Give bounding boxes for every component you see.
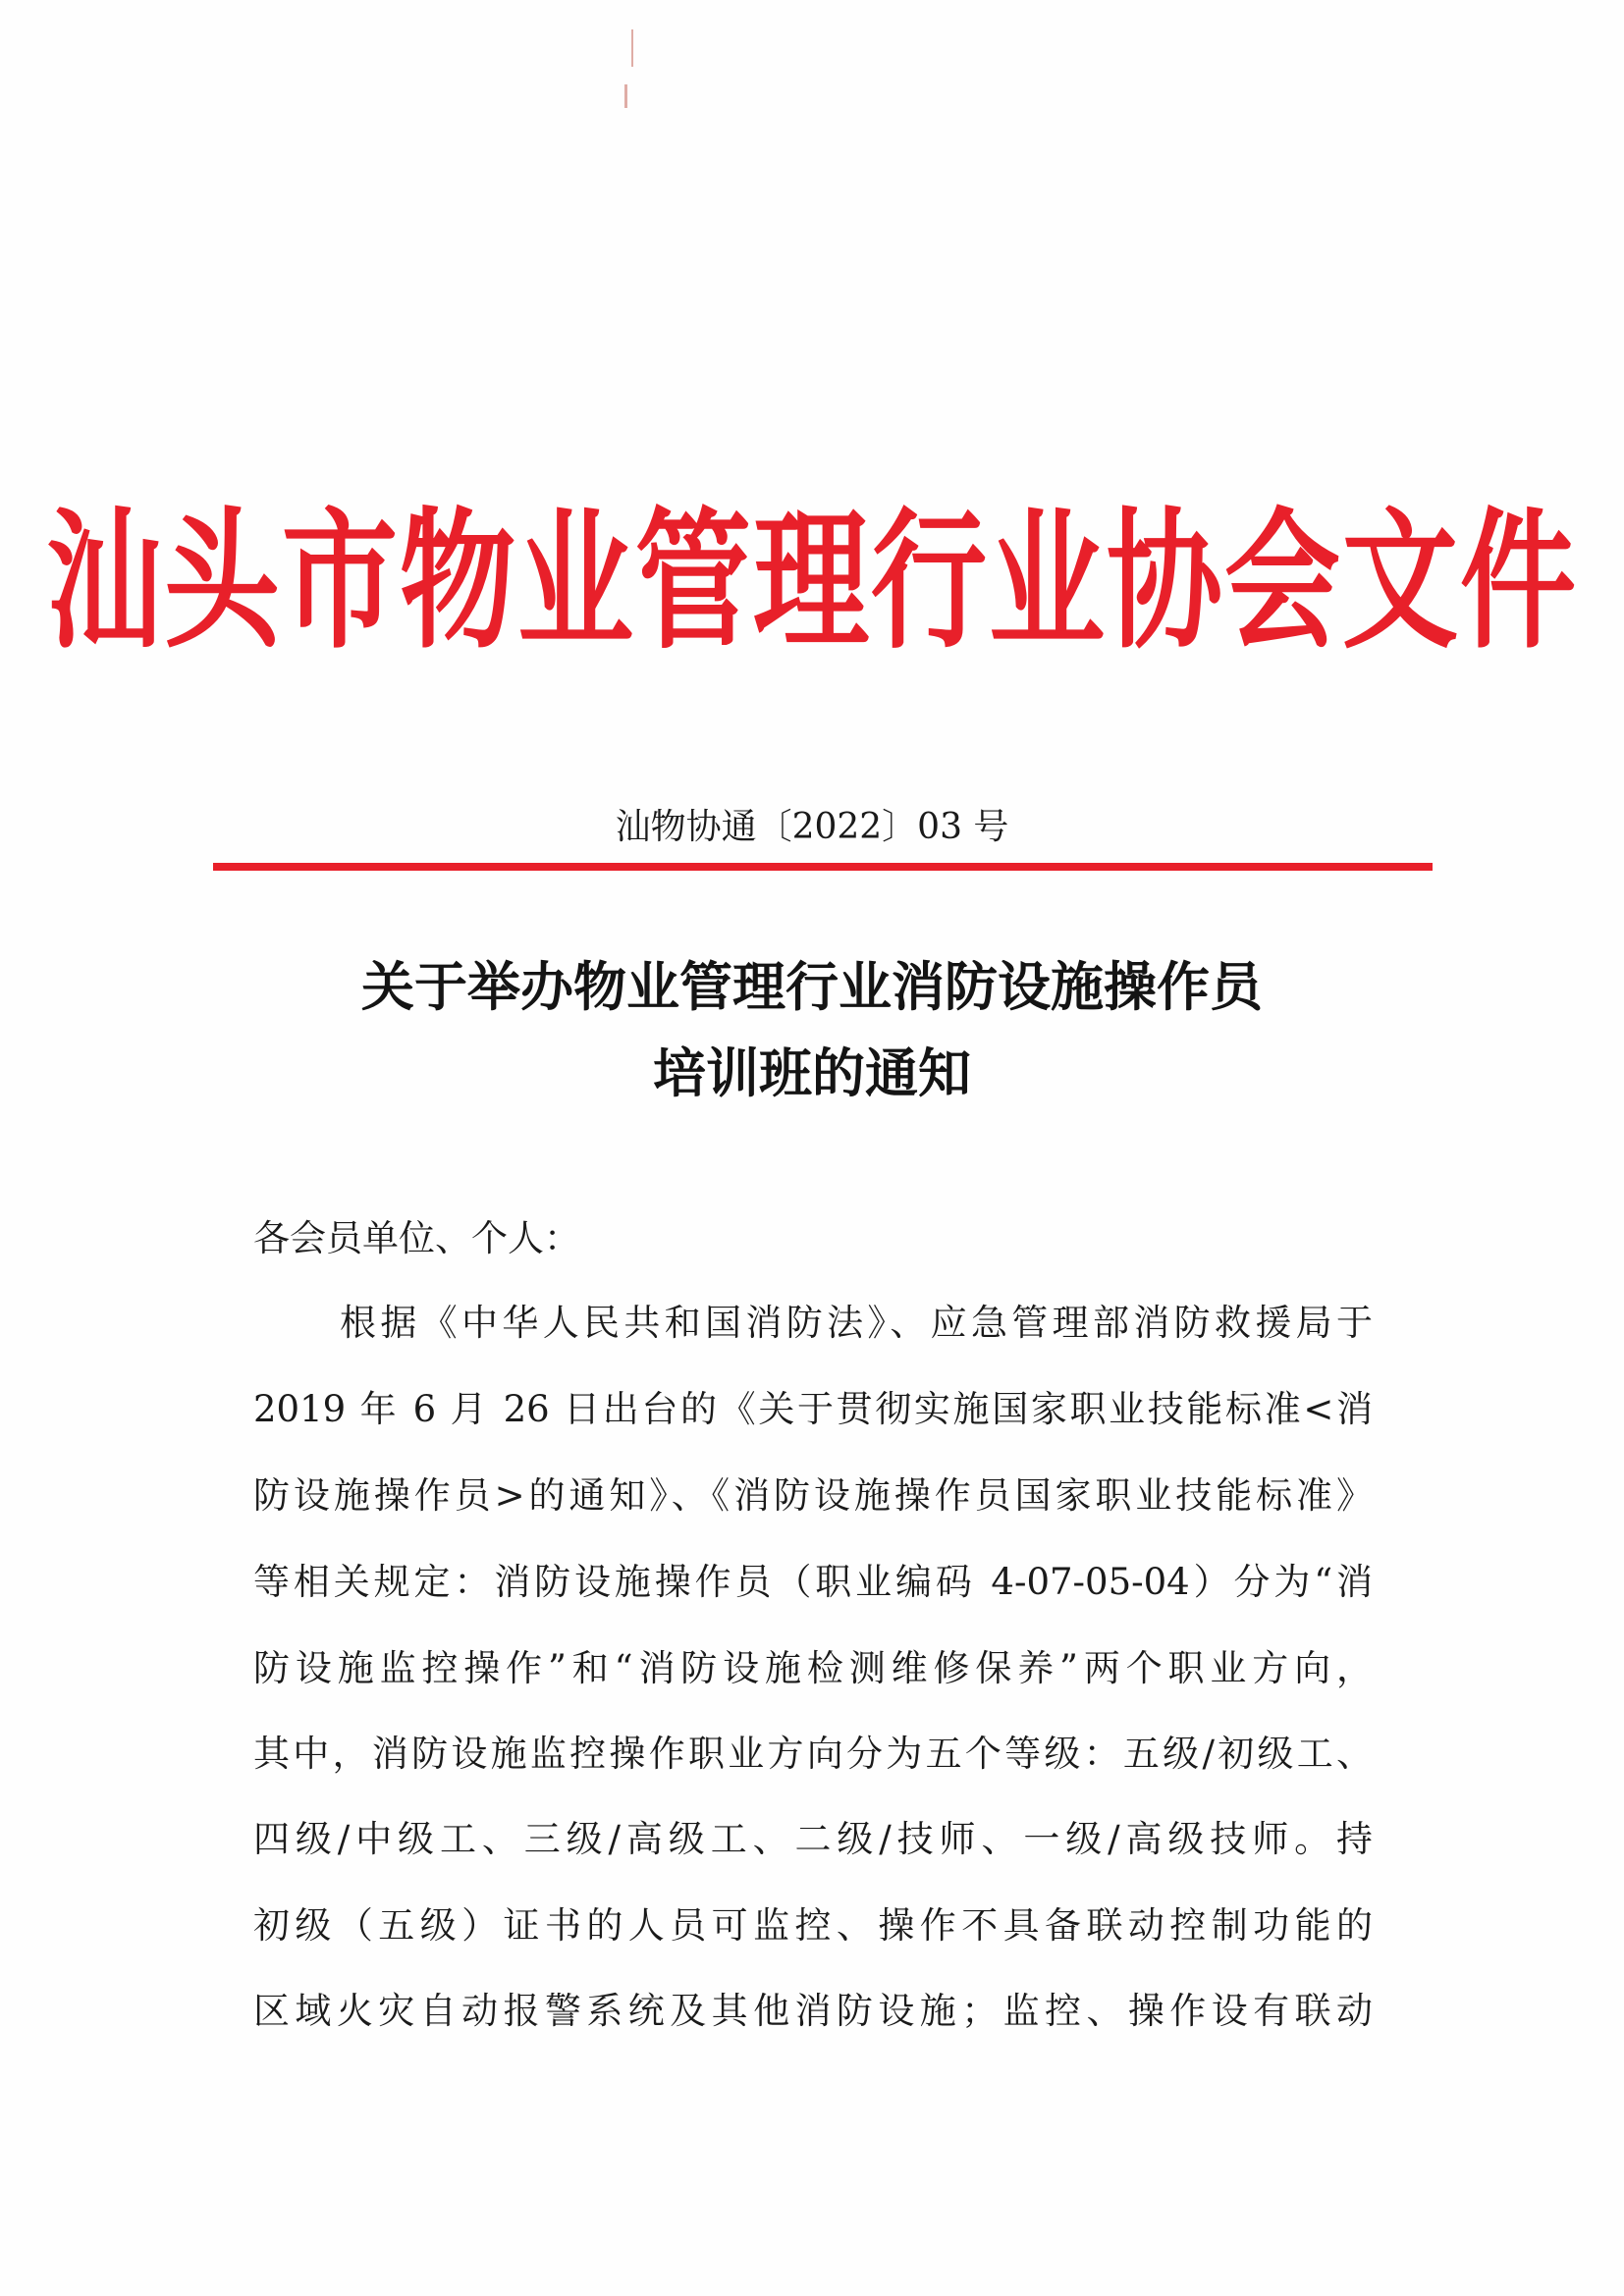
scan-mark	[631, 29, 633, 67]
body-line-4: 等相关规定：消防设施操作员（职业编码 4-07-05-04）分为“消	[253, 1561, 1373, 1603]
body-line-1: 根据《中华人民共和国消防法》、应急管理部消防救援局于	[340, 1302, 1373, 1344]
notice-title-line-2: 培训班的通知	[653, 1042, 971, 1104]
body-line-3: 防设施操作员>的通知》、《消防设施操作员国家职业技能标准》	[253, 1474, 1373, 1517]
notice-title-line-1: 关于举办物业管理行业消防设施操作员	[361, 956, 1263, 1018]
body-line-6: 其中，消防设施监控操作职业方向分为五个等级：五级/初级工、	[253, 1733, 1373, 1775]
issuing-organization-header: 汕头市物业管理行业协会文件	[45, 492, 1578, 669]
red-divider-line	[213, 863, 1433, 871]
body-line-8: 初级（五级）证书的人员可监控、操作不具备联动控制功能的	[253, 1904, 1373, 1947]
body-line-7: 四级/中级工、三级/高级工、二级/技师、一级/高级技师。持	[253, 1818, 1373, 1860]
scan-mark	[624, 84, 627, 108]
salutation: 各会员单位、个人：	[253, 1217, 580, 1259]
body-line-9: 区域火灾自动报警系统及其他消防设施；监控、操作设有联动	[253, 1990, 1373, 2032]
body-line-5: 防设施监控操作”和“消防设施检测维修保养”两个职业方向，	[253, 1647, 1373, 1689]
document-number: 汕物协通〔2022〕03 号	[615, 807, 1009, 847]
body-line-2: 2019 年 6 月 26 日出台的《关于贯彻实施国家职业技能标准<消	[253, 1388, 1373, 1430]
